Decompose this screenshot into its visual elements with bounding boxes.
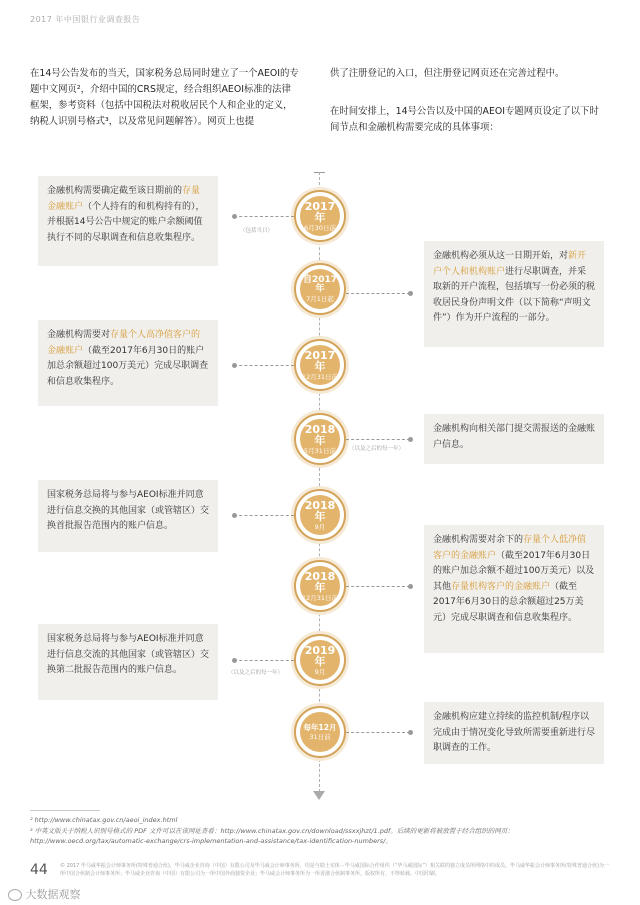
connector-right — [346, 439, 410, 441]
connector-right — [346, 293, 410, 295]
timeline-node-2018-1231 — [294, 560, 346, 612]
node-date: 31日前 — [309, 732, 331, 741]
timeline-node-2018-09 — [294, 489, 346, 541]
page-number: 44 — [30, 862, 48, 878]
box-ongoing-monitoring: 金融机构应建立持续的监控机制/程序以完成由于情况变化导致所需要重新进行尽职调查的工作。 — [424, 702, 604, 764]
timeline-node-2019-09 — [294, 634, 346, 686]
node-year: 2017年 — [304, 199, 336, 224]
watermark-text: 大数据观察 — [25, 888, 81, 901]
connector-right — [346, 586, 410, 588]
copyright-notice: © 2017 毕马威华振会计师事务所(特殊普通合伙)，毕马威企业咨询（中国）有限公司及毕马威会计师事务所，均是与瑞士实体－毕马威国际合作组织（“毕马威国际”）相关联的独立成员所网络中的成员。毕马威华振会计师事务所(特殊普通合伙)为一所中国合伙制会计师事务所；毕马威企业咨询（中国）有限公司为一所中国外商独资企业；毕马威会计师事务所为一所香港合伙制事务所。版权所有，不得转载。中国印刷。 — [60, 863, 609, 877]
node-year: 2019年 — [304, 643, 336, 668]
intro-right-paragraph-1: 供了注册登记的入口，但注册登记网页还在完善过程中。 — [330, 68, 565, 79]
node-note: （以及之后的每一年） — [228, 670, 284, 676]
node-year: 2017年 — [304, 348, 336, 373]
connector-dot — [232, 513, 237, 518]
box-second-exchange: 国家税务总局将与参与AEOI标准并同意进行信息交流的其他国家（或管辖区）交换第二批报告范围内的账户信息。 — [38, 624, 218, 700]
node-year: 2018年 — [304, 422, 336, 447]
node-date: 5月31日前 — [304, 446, 336, 455]
box-existing-accounts: 金融机构需要确定截至该日期前的存量金融账户（个人持有的和机构持有的），并根据14号公告中规定的账户余额阈值执行不同的尽职调查和信息收集程序。 — [38, 176, 218, 266]
connector-right — [346, 732, 410, 734]
box-new-accounts: 金融机构必须从这一日期开始，对新开户个人和机构账户进行尽职调查，并采取新的开户流程，包括填写一份必须的税收居民身份声明文件（以下简称“声明文件”）作为开户流程的一部分。 — [424, 241, 604, 347]
connector-left — [234, 216, 294, 218]
node-year: 每年12月 — [303, 723, 337, 732]
timeline-end-arrow — [313, 791, 325, 800]
connector-dot — [408, 437, 413, 442]
footnote-3: ³ 中英文版关于纳税人识别号格式的 PDF 文件可以在该网址查看：http://www.chinatax.gov.cn/download/ssxxjhzt/1.pdf。后续的更新将被放置于经合组织的网页：http://www.oecd.org/tax/automatic-exchange/crs-implementation-and-assistance/tax-identification-numbers/。 — [30, 827, 514, 845]
node-year: 2018年 — [304, 498, 336, 523]
connector-dot — [232, 214, 237, 219]
timeline-node-2018-0531 — [294, 413, 346, 465]
connector-dot — [232, 658, 237, 663]
node-year: 2018年 — [304, 569, 336, 594]
node-year: 自2017年 — [302, 274, 338, 294]
report-header: 2017 年中国银行业调查报告 — [30, 15, 141, 24]
connector-dot — [408, 730, 413, 735]
connector-dot — [408, 291, 413, 296]
box-high-net-worth: 金融机构需要对存量个人高净值客户的金融账户（截至2017年6月30日的账户加总余额超过100万美元）完成尽职调查和信息收集程序。 — [38, 320, 218, 406]
timeline-node-annual-1231 — [294, 706, 346, 758]
connector-left — [234, 515, 294, 517]
timeline-node-2017-0630 — [294, 190, 346, 242]
footnote-divider — [30, 810, 100, 811]
node-date: 9月 — [314, 522, 326, 531]
connector-left — [234, 660, 294, 662]
connector-left — [234, 365, 294, 367]
connector-dot — [232, 363, 237, 368]
node-date: 9月 — [314, 667, 326, 676]
node-note: （包括当日） — [240, 228, 274, 234]
timeline-node-2017-0701 — [294, 263, 346, 315]
box-submit-info: 金融机构向相关部门提交需报送的金融账户信息。 — [424, 414, 604, 464]
footnote-2: ² http://www.chinatax.gov.cn/aeoi_index.html — [30, 816, 178, 824]
box-first-exchange: 国家税务总局将与参与AEOI标准并同意进行信息交换的其他国家（或管辖区）交换首批报告范围内的账户信息。 — [38, 480, 218, 552]
watermark — [8, 886, 81, 902]
timeline-node-2017-1231 — [294, 339, 346, 391]
connector-dot — [408, 584, 413, 589]
node-date: 6月30日前 — [304, 223, 336, 232]
node-date: 7月1日起 — [306, 294, 334, 303]
intro-right-paragraph-2: 在时间安排上，14号公告以及中国的AEOI专题网页设定了以下时间节点和金融机构需要完成的具体事项： — [330, 106, 599, 133]
watermark-icon — [8, 889, 22, 901]
intro-left-paragraph: 在14号公告发布的当天，国家税务总局同时建立了一个AEOI的专题中文网页²，介绍中国的CRS规定，经合组织AEOI标准的法律框架，参考资料（包括中国税法对税收居民个人和企业的定义，纳税人识别号格式³，以及常见问题解答）。网页上也提 — [30, 68, 299, 127]
node-note: （以及之后的每一年） — [349, 446, 405, 452]
node-date: 12月31日前 — [301, 372, 339, 381]
box-low-net-worth: 金融机构需要对余下的存量个人低净值客户的金融账户（截至2017年6月30日的账户加总余额不超过100万美元）以及其他存量机构客户的金融账户（截至2017年6月30日的总余额超过25万美元）完成尽职调查和信息收集程序。 — [424, 525, 604, 653]
node-date: 12月31日前 — [301, 593, 339, 602]
